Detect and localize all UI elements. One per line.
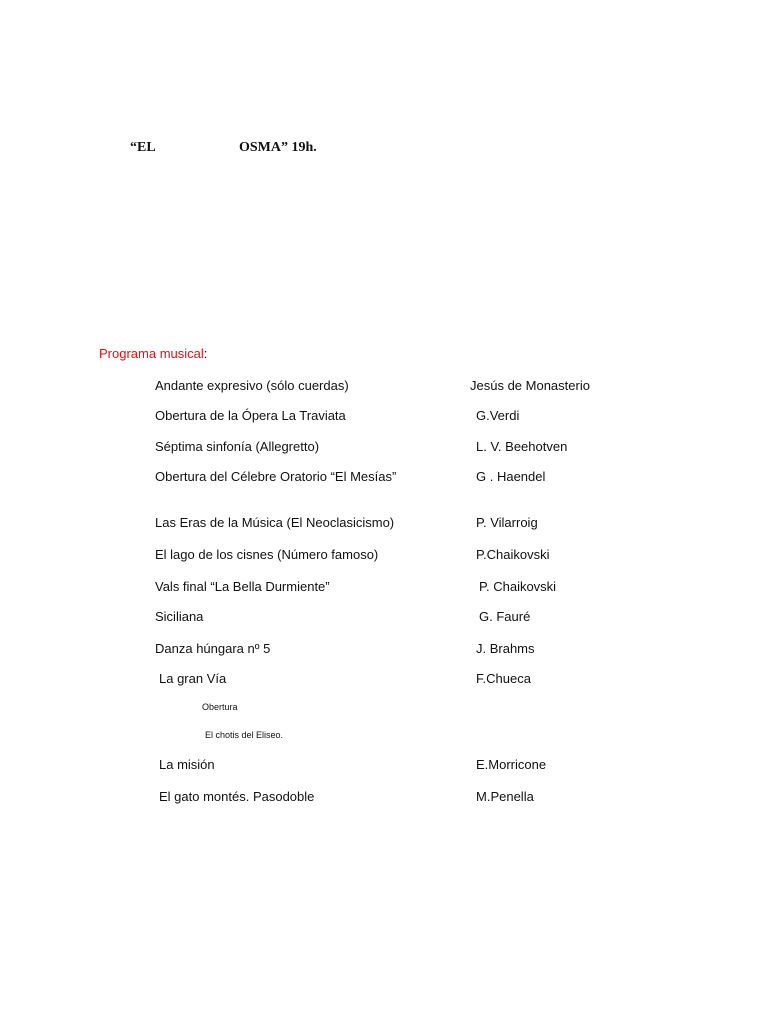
program-item-work: Las Eras de la Música (El Neoclasicismo) <box>155 515 395 530</box>
program-subitem: Obertura <box>202 702 238 712</box>
event-title-right: OSMA” 19h. <box>239 140 317 155</box>
program-item-work: La gran Vía <box>159 671 227 686</box>
program-item <box>0 609 768 627</box>
program-heading-label: Programa musical <box>99 346 204 361</box>
program-item-composer: G.Verdi <box>476 408 520 423</box>
program-item-composer: F.Chueca <box>476 671 531 686</box>
program-item-composer: Jesús de Monasterio <box>470 378 590 393</box>
program-item-composer: G . Haendel <box>476 469 546 484</box>
program-item-work: Andante expresivo (sólo cuerdas) <box>155 378 349 393</box>
program-item <box>0 439 768 457</box>
program-item-work: Obertura de la Ópera La Traviata <box>155 408 346 423</box>
program-item <box>0 408 768 426</box>
program-heading-colon: : <box>203 346 208 361</box>
program-item-composer: P.Chaikovski <box>476 547 550 562</box>
program-item-work: Danza húngara nº 5 <box>155 641 271 656</box>
program-item <box>0 378 768 396</box>
program-item <box>0 757 768 775</box>
program-heading <box>99 346 207 361</box>
program-item-composer: J. Brahms <box>476 641 535 656</box>
program-item-composer: P. Vilarroig <box>476 515 538 530</box>
program-item <box>0 641 768 659</box>
program-item-work: Séptima sinfonía (Allegretto) <box>155 439 320 454</box>
program-item <box>0 671 768 689</box>
program-item <box>0 789 768 807</box>
program-item-work: El lago de los cisnes (Número famoso) <box>155 547 379 562</box>
program-item <box>0 547 768 565</box>
program-item-composer: E.Morricone <box>476 757 547 772</box>
program-item-composer: M.Penella <box>476 789 534 804</box>
program-item-composer: P. Chaikovski <box>479 579 557 594</box>
event-title-left: “EL <box>130 140 156 155</box>
program-item-work: Obertura del Célebre Oratorio “El Mesías” <box>155 469 397 484</box>
program-item <box>0 579 768 597</box>
program-item <box>0 469 768 487</box>
program-item-work: Vals final “La Bella Durmiente” <box>155 579 330 594</box>
program-item-work: El gato montés. Pasodoble <box>159 789 315 804</box>
program-subitem: El chotis del Eliseo. <box>205 730 284 740</box>
program-item-work: La misión <box>159 757 215 772</box>
program-item <box>0 515 768 533</box>
program-item-work: Siciliana <box>155 609 204 624</box>
program-item-composer: L. V. Beehotven <box>476 439 568 454</box>
program-item-composer: G. Fauré <box>479 609 531 624</box>
